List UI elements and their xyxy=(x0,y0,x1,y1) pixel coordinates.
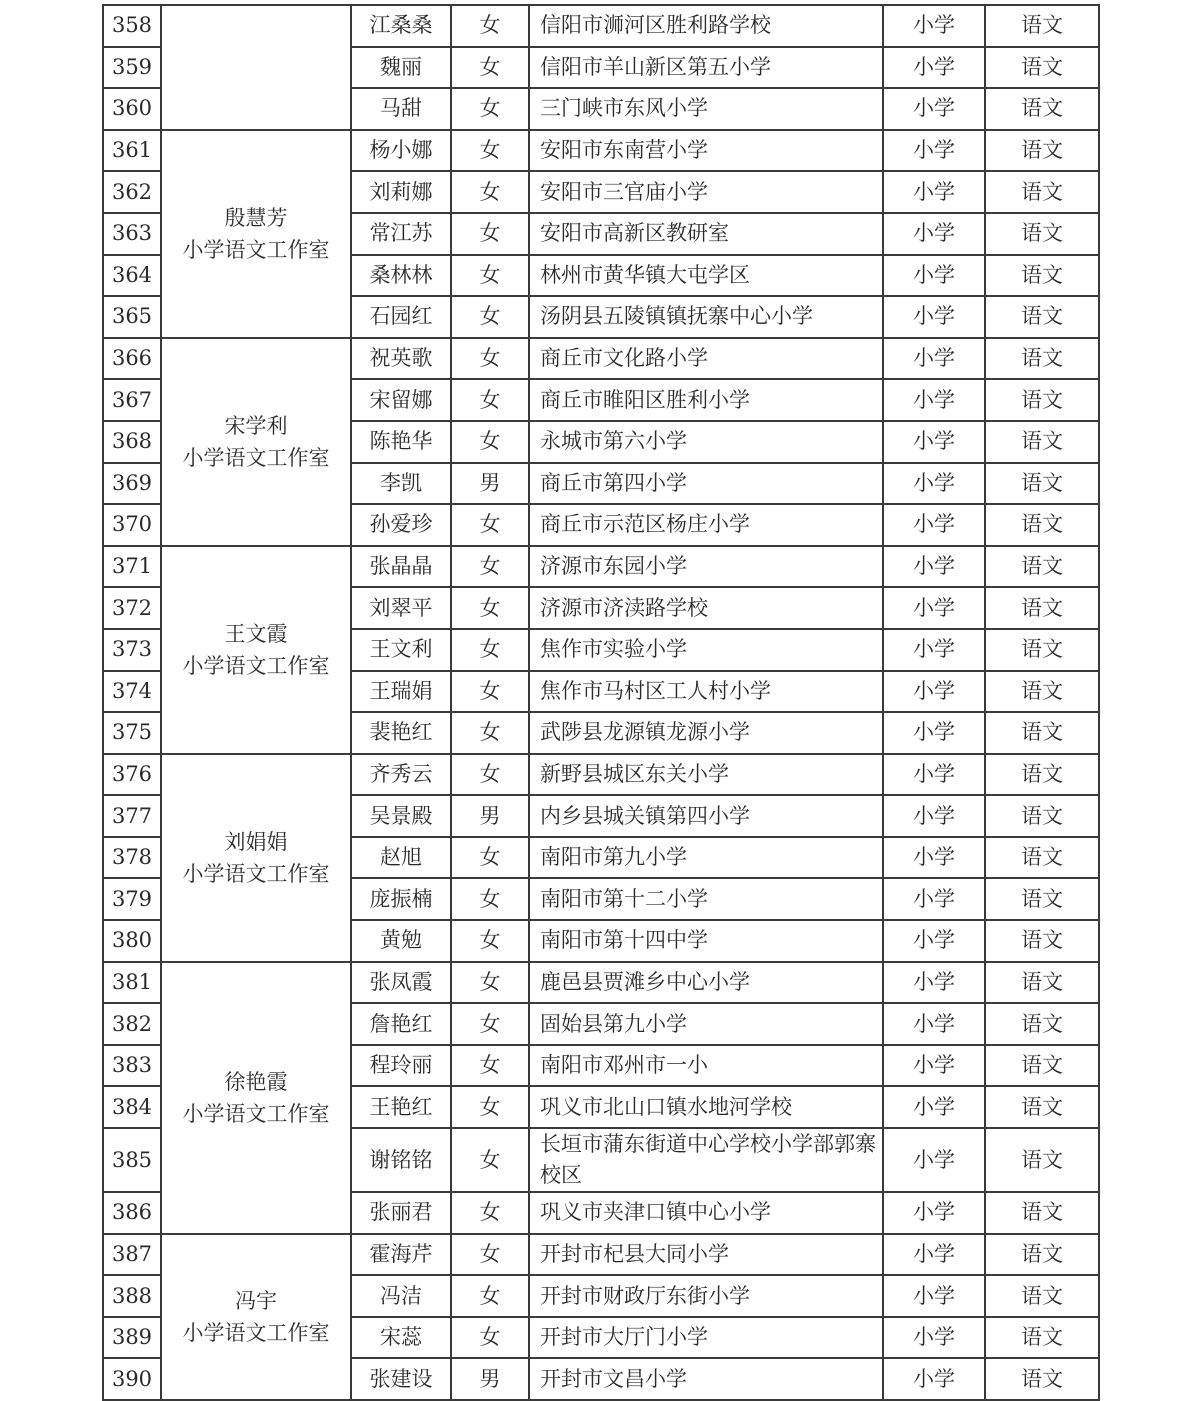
studio-title: 小学语文工作室 xyxy=(182,653,330,678)
member-gender: 女 xyxy=(451,1317,529,1359)
subject: 语文 xyxy=(985,1003,1099,1045)
studio-title: 小学语文工作室 xyxy=(182,445,330,470)
row-number: 359 xyxy=(103,47,161,89)
subject: 语文 xyxy=(985,754,1099,796)
row-number: 371 xyxy=(103,546,161,588)
subject: 语文 xyxy=(985,878,1099,920)
member-name: 庞振楠 xyxy=(351,878,451,920)
table-row xyxy=(103,546,1099,588)
member-gender: 女 xyxy=(451,338,529,380)
subject: 语文 xyxy=(985,1086,1099,1128)
school-level: 小学 xyxy=(883,296,985,338)
member-school: 汤阴县五陵镇镇抚寨中心小学 xyxy=(529,296,883,338)
row-number: 378 xyxy=(103,837,161,879)
row-number: 358 xyxy=(103,5,161,47)
member-name: 魏丽 xyxy=(351,47,451,89)
member-name: 张丽君 xyxy=(351,1192,451,1234)
member-gender: 女 xyxy=(451,671,529,713)
studio-cell xyxy=(161,962,351,1234)
row-number: 360 xyxy=(103,88,161,130)
subject: 语文 xyxy=(985,1275,1099,1317)
studio-host-name: 刘娟娟 xyxy=(224,829,288,854)
member-school: 巩义市北山口镇水地河学校 xyxy=(529,1086,883,1128)
school-level: 小学 xyxy=(883,837,985,879)
roster-table xyxy=(102,4,1100,1401)
studio-title: 小学语文工作室 xyxy=(182,1101,330,1126)
school-level: 小学 xyxy=(883,962,985,1004)
member-school: 安阳市东南营小学 xyxy=(529,130,883,172)
member-gender: 女 xyxy=(451,1234,529,1276)
member-name: 王艳红 xyxy=(351,1086,451,1128)
member-school: 南阳市第十四中学 xyxy=(529,920,883,962)
subject: 语文 xyxy=(985,130,1099,172)
school-level: 小学 xyxy=(883,88,985,130)
row-number: 389 xyxy=(103,1317,161,1359)
row-number: 380 xyxy=(103,920,161,962)
school-level: 小学 xyxy=(883,130,985,172)
member-gender: 女 xyxy=(451,546,529,588)
member-gender: 女 xyxy=(451,587,529,629)
subject: 语文 xyxy=(985,962,1099,1004)
row-number: 363 xyxy=(103,213,161,255)
subject: 语文 xyxy=(985,88,1099,130)
subject: 语文 xyxy=(985,338,1099,380)
roster-body xyxy=(103,5,1099,1400)
row-number: 375 xyxy=(103,712,161,754)
member-name: 刘翠平 xyxy=(351,587,451,629)
member-gender: 女 xyxy=(451,1045,529,1087)
member-name: 赵旭 xyxy=(351,837,451,879)
subject: 语文 xyxy=(985,296,1099,338)
member-name: 齐秀云 xyxy=(351,754,451,796)
member-school: 信阳市羊山新区第五小学 xyxy=(529,47,883,89)
member-gender: 女 xyxy=(451,421,529,463)
member-gender: 男 xyxy=(451,795,529,837)
school-level: 小学 xyxy=(883,1045,985,1087)
school-level: 小学 xyxy=(883,463,985,505)
table-row xyxy=(103,5,1099,47)
member-name: 吴景殿 xyxy=(351,795,451,837)
row-number: 372 xyxy=(103,587,161,629)
member-school: 永城市第六小学 xyxy=(529,421,883,463)
member-name: 张晶晶 xyxy=(351,546,451,588)
member-gender: 女 xyxy=(451,1003,529,1045)
studio-title: 小学语文工作室 xyxy=(182,237,330,262)
row-number: 386 xyxy=(103,1192,161,1234)
member-school: 济源市济渎路学校 xyxy=(529,587,883,629)
member-gender: 女 xyxy=(451,1128,529,1192)
row-number: 365 xyxy=(103,296,161,338)
member-name: 刘莉娜 xyxy=(351,171,451,213)
studio-host-name: 王文霞 xyxy=(224,621,288,646)
member-gender: 女 xyxy=(451,754,529,796)
member-school: 焦作市实验小学 xyxy=(529,629,883,671)
member-name: 宋蕊 xyxy=(351,1317,451,1359)
member-gender: 女 xyxy=(451,296,529,338)
school-level: 小学 xyxy=(883,338,985,380)
member-name: 张凤霞 xyxy=(351,962,451,1004)
member-name: 程玲丽 xyxy=(351,1045,451,1087)
school-level: 小学 xyxy=(883,878,985,920)
subject: 语文 xyxy=(985,1192,1099,1234)
subject: 语文 xyxy=(985,5,1099,47)
member-gender: 女 xyxy=(451,130,529,172)
school-level: 小学 xyxy=(883,1275,985,1317)
row-number: 384 xyxy=(103,1086,161,1128)
studio-host-name: 殷慧芳 xyxy=(224,205,288,230)
member-name: 马甜 xyxy=(351,88,451,130)
member-name: 詹艳红 xyxy=(351,1003,451,1045)
subject: 语文 xyxy=(985,1317,1099,1359)
member-name: 杨小娜 xyxy=(351,130,451,172)
studio-host-name: 徐艳霞 xyxy=(224,1069,288,1094)
member-gender: 女 xyxy=(451,171,529,213)
school-level: 小学 xyxy=(883,1358,985,1400)
subject: 语文 xyxy=(985,546,1099,588)
member-gender: 女 xyxy=(451,379,529,421)
subject: 语文 xyxy=(985,255,1099,297)
member-school: 开封市财政厅东街小学 xyxy=(529,1275,883,1317)
member-school: 武陟县龙源镇龙源小学 xyxy=(529,712,883,754)
subject: 语文 xyxy=(985,1358,1099,1400)
subject: 语文 xyxy=(985,587,1099,629)
school-level: 小学 xyxy=(883,795,985,837)
studio-host-name: 冯宇 xyxy=(235,1288,277,1313)
member-name: 王文利 xyxy=(351,629,451,671)
member-school: 巩义市夹津口镇中心小学 xyxy=(529,1192,883,1234)
school-level: 小学 xyxy=(883,1317,985,1359)
member-gender: 女 xyxy=(451,213,529,255)
school-level: 小学 xyxy=(883,587,985,629)
row-number: 381 xyxy=(103,962,161,1004)
studio-cell xyxy=(161,5,351,130)
subject: 语文 xyxy=(985,463,1099,505)
member-name: 祝英歌 xyxy=(351,338,451,380)
member-gender: 女 xyxy=(451,712,529,754)
member-gender: 女 xyxy=(451,629,529,671)
member-name: 宋留娜 xyxy=(351,379,451,421)
member-gender: 女 xyxy=(451,255,529,297)
school-level: 小学 xyxy=(883,629,985,671)
school-level: 小学 xyxy=(883,1086,985,1128)
member-school: 商丘市示范区杨庄小学 xyxy=(529,504,883,546)
school-level: 小学 xyxy=(883,754,985,796)
subject: 语文 xyxy=(985,213,1099,255)
school-level: 小学 xyxy=(883,1128,985,1192)
member-gender: 女 xyxy=(451,878,529,920)
member-school: 商丘市第四小学 xyxy=(529,463,883,505)
member-gender: 男 xyxy=(451,463,529,505)
subject: 语文 xyxy=(985,379,1099,421)
school-level: 小学 xyxy=(883,171,985,213)
member-school: 商丘市文化路小学 xyxy=(529,338,883,380)
row-number: 373 xyxy=(103,629,161,671)
subject: 语文 xyxy=(985,629,1099,671)
school-level: 小学 xyxy=(883,213,985,255)
school-level: 小学 xyxy=(883,47,985,89)
studio-cell xyxy=(161,546,351,754)
row-number: 376 xyxy=(103,754,161,796)
row-number: 364 xyxy=(103,255,161,297)
subject: 语文 xyxy=(985,504,1099,546)
member-gender: 男 xyxy=(451,1358,529,1400)
row-number: 361 xyxy=(103,130,161,172)
member-name: 张建设 xyxy=(351,1358,451,1400)
school-level: 小学 xyxy=(883,1234,985,1276)
studio-host-name: 宋学利 xyxy=(224,413,288,438)
member-name: 石园红 xyxy=(351,296,451,338)
member-gender: 女 xyxy=(451,47,529,89)
school-level: 小学 xyxy=(883,671,985,713)
member-name: 孙爱珍 xyxy=(351,504,451,546)
table-row xyxy=(103,338,1099,380)
row-number: 362 xyxy=(103,171,161,213)
school-level: 小学 xyxy=(883,1192,985,1234)
subject: 语文 xyxy=(985,1045,1099,1087)
member-gender: 女 xyxy=(451,962,529,1004)
member-school: 三门峡市东风小学 xyxy=(529,88,883,130)
member-name: 裴艳红 xyxy=(351,712,451,754)
row-number: 369 xyxy=(103,463,161,505)
school-level: 小学 xyxy=(883,379,985,421)
row-number: 366 xyxy=(103,338,161,380)
member-gender: 女 xyxy=(451,837,529,879)
member-school: 信阳市浉河区胜利路学校 xyxy=(529,5,883,47)
member-gender: 女 xyxy=(451,5,529,47)
row-number: 388 xyxy=(103,1275,161,1317)
subject: 语文 xyxy=(985,837,1099,879)
member-gender: 女 xyxy=(451,504,529,546)
subject: 语文 xyxy=(985,671,1099,713)
member-name: 江桑桑 xyxy=(351,5,451,47)
member-name: 陈艳华 xyxy=(351,421,451,463)
member-school: 林州市黄华镇大屯学区 xyxy=(529,255,883,297)
member-school: 安阳市高新区教研室 xyxy=(529,213,883,255)
member-school: 安阳市三官庙小学 xyxy=(529,171,883,213)
row-number: 382 xyxy=(103,1003,161,1045)
row-number: 383 xyxy=(103,1045,161,1087)
table-row xyxy=(103,754,1099,796)
subject: 语文 xyxy=(985,1234,1099,1276)
member-school: 济源市东园小学 xyxy=(529,546,883,588)
member-school: 鹿邑县贾滩乡中心小学 xyxy=(529,962,883,1004)
member-gender: 女 xyxy=(451,1192,529,1234)
member-school: 固始县第九小学 xyxy=(529,1003,883,1045)
subject: 语文 xyxy=(985,795,1099,837)
member-gender: 女 xyxy=(451,920,529,962)
member-gender: 女 xyxy=(451,1086,529,1128)
member-school: 南阳市第十二小学 xyxy=(529,878,883,920)
studio-cell xyxy=(161,338,351,546)
member-name: 冯洁 xyxy=(351,1275,451,1317)
table-row xyxy=(103,1234,1099,1276)
member-name: 常江苏 xyxy=(351,213,451,255)
row-number: 390 xyxy=(103,1358,161,1400)
subject: 语文 xyxy=(985,712,1099,754)
member-name: 李凯 xyxy=(351,463,451,505)
studio-title: 小学语文工作室 xyxy=(182,861,330,886)
subject: 语文 xyxy=(985,421,1099,463)
member-name: 王瑞娟 xyxy=(351,671,451,713)
row-number: 387 xyxy=(103,1234,161,1276)
row-number: 368 xyxy=(103,421,161,463)
school-level: 小学 xyxy=(883,1003,985,1045)
school-level: 小学 xyxy=(883,504,985,546)
school-level: 小学 xyxy=(883,712,985,754)
school-level: 小学 xyxy=(883,255,985,297)
row-number: 379 xyxy=(103,878,161,920)
subject: 语文 xyxy=(985,171,1099,213)
member-school: 新野县城区东关小学 xyxy=(529,754,883,796)
row-number: 370 xyxy=(103,504,161,546)
subject: 语文 xyxy=(985,1128,1099,1192)
studio-cell xyxy=(161,1234,351,1400)
school-level: 小学 xyxy=(883,421,985,463)
member-school: 焦作市马村区工人村小学 xyxy=(529,671,883,713)
member-school: 开封市文昌小学 xyxy=(529,1358,883,1400)
member-school: 南阳市邓州市一小 xyxy=(529,1045,883,1087)
studio-title: 小学语文工作室 xyxy=(182,1320,330,1345)
member-school: 内乡县城关镇第四小学 xyxy=(529,795,883,837)
school-level: 小学 xyxy=(883,5,985,47)
subject: 语文 xyxy=(985,47,1099,89)
member-gender: 女 xyxy=(451,1275,529,1317)
member-name: 霍海芹 xyxy=(351,1234,451,1276)
school-level: 小学 xyxy=(883,920,985,962)
studio-cell xyxy=(161,130,351,338)
table-row xyxy=(103,962,1099,1004)
member-school: 南阳市第九小学 xyxy=(529,837,883,879)
member-name: 谢铭铭 xyxy=(351,1128,451,1192)
row-number: 377 xyxy=(103,795,161,837)
member-school: 开封市杞县大同小学 xyxy=(529,1234,883,1276)
member-school: 商丘市睢阳区胜利小学 xyxy=(529,379,883,421)
row-number: 385 xyxy=(103,1128,161,1192)
member-gender: 女 xyxy=(451,88,529,130)
row-number: 367 xyxy=(103,379,161,421)
member-school: 长垣市蒲东街道中心学校小学部郭寨校区 xyxy=(529,1128,883,1192)
member-name: 黄勉 xyxy=(351,920,451,962)
member-name: 桑林林 xyxy=(351,255,451,297)
member-school: 开封市大厅门小学 xyxy=(529,1317,883,1359)
subject: 语文 xyxy=(985,920,1099,962)
school-level: 小学 xyxy=(883,546,985,588)
row-number: 374 xyxy=(103,671,161,713)
studio-cell xyxy=(161,754,351,962)
table-row xyxy=(103,130,1099,172)
